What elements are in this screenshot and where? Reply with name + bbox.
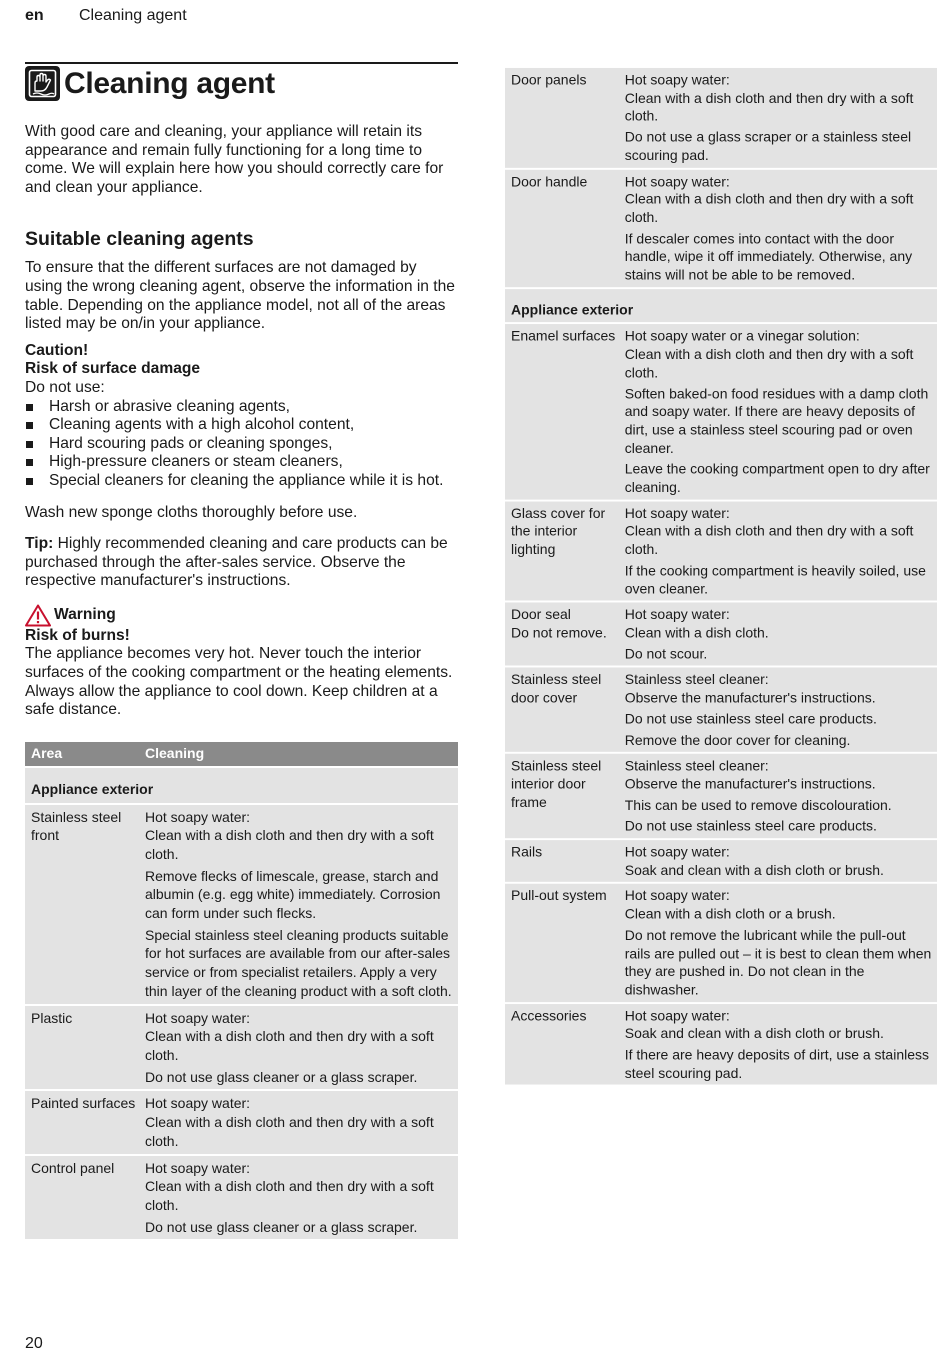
running-header bbox=[25, 7, 187, 25]
area-cell: Rails bbox=[511, 844, 543, 860]
table-body bbox=[25, 803, 458, 1240]
area-cell: Stainless steel front bbox=[31, 808, 122, 844]
cleaning-cell bbox=[625, 172, 937, 284]
area-cell: Glass cover for the interior lighting bbox=[511, 505, 606, 558]
left-column bbox=[25, 62, 458, 1239]
table-row bbox=[25, 803, 458, 1004]
cleaning-instruction: Hot soapy water: Clean with a dish cloth and then dry with a soft cloth. bbox=[145, 808, 434, 862]
tip-label: Tip: bbox=[25, 535, 54, 553]
cleaning-cell bbox=[145, 1094, 458, 1150]
col-header-cleaning: Cleaning bbox=[145, 745, 205, 762]
right-column bbox=[505, 66, 937, 1116]
col-header-area: Area bbox=[31, 745, 63, 762]
table-row bbox=[505, 1002, 937, 1085]
area-cell: Control panel bbox=[31, 1159, 115, 1176]
caution-list bbox=[25, 398, 458, 491]
cleaning-instruction: If descaler comes into contact with the door handle, wipe it off immediately. Otherwise, any stains will not be able to be removed. bbox=[624, 230, 913, 283]
list-item: Harsh or abrasive cleaning agents, bbox=[25, 398, 458, 417]
suitable-paragraph: To ensure that the different surfaces are not damaged by using the wrong cleaning agent, observe the information in the table. Depending on the appliance model, not all of the areas listed may be on/in your appliance. bbox=[25, 259, 455, 333]
cleaning-instruction: Hot soapy water: Clean with a dish cloth or a brush. bbox=[624, 888, 836, 922]
cleaning-cell bbox=[625, 1007, 937, 1082]
area-cell: Door handle bbox=[511, 173, 588, 189]
area-cell: Pull-out system bbox=[511, 888, 607, 904]
caution-title: Caution! bbox=[25, 341, 89, 359]
cleaning-cell bbox=[625, 757, 937, 835]
table-row bbox=[505, 666, 937, 752]
cleaning-cell bbox=[625, 887, 937, 999]
cleaning-instruction: Special stainless steel cleaning products suitable for hot surfaces are available from our after-sales service or from specialist retailers. Apply a very thin layer of the cleaning product with a soft cloth. bbox=[145, 926, 452, 999]
cleaning-instruction: Do not remove the lubricant while the pull-out rails are pulled out – it is best to clean them when they are pushed in. Do not clean in the dishwasher. bbox=[624, 927, 932, 998]
cleaning-instruction: Hot soapy water: Clean with a dish cloth and then dry with a soft cloth. bbox=[624, 173, 914, 226]
wash-note: Wash new sponge cloths thoroughly before use. bbox=[25, 503, 358, 521]
cleaning-instruction: Do not use stainless steel care products. bbox=[624, 710, 877, 727]
table-row bbox=[25, 1089, 458, 1153]
cleaning-instruction: Remove flecks of limescale, grease, starch and albumin (e.g. egg white) immediately. Corrosion can form under such flecks. bbox=[145, 867, 441, 922]
table-row bbox=[25, 1154, 458, 1240]
table-row bbox=[505, 838, 937, 882]
cleaning-cell bbox=[145, 1159, 458, 1237]
cleaning-instruction: Do not use glass cleaner or a glass scraper. bbox=[145, 1218, 418, 1235]
warning-subtitle: Risk of burns! bbox=[25, 626, 130, 644]
table-row bbox=[505, 499, 937, 600]
cleaning-table-left bbox=[25, 742, 458, 1239]
warning-label: Warning bbox=[54, 606, 116, 624]
warning-text: The appliance becomes very hot. Never touch the interior surfaces of the cooking compartment or the heating elements. Always allow the appliance to cool down. Keep children at a safe distance. bbox=[25, 645, 453, 719]
table-body bbox=[505, 66, 937, 287]
cleaning-cell bbox=[625, 327, 937, 496]
list-item: High-pressure cleaners or steam cleaners, bbox=[25, 453, 458, 472]
list-item: Hard scouring pads or cleaning sponges, bbox=[25, 435, 458, 454]
caution-block bbox=[25, 342, 458, 491]
area-cell: Painted surfaces bbox=[31, 1095, 136, 1112]
cleaning-cell bbox=[625, 671, 937, 749]
cleaning-instruction: Hot soapy water or a vinegar solution: Clean with a dish cloth and then dry with a soft cloth. bbox=[624, 328, 914, 381]
cleaning-table-right bbox=[505, 66, 937, 1085]
cleaning-cell bbox=[625, 606, 937, 663]
language-code: en bbox=[25, 7, 44, 24]
table-row bbox=[505, 882, 937, 1002]
cleaning-instruction: Stainless steel cleaner: Observe the manufacturer's instructions. bbox=[624, 671, 876, 706]
caution-lead: Do not use: bbox=[25, 378, 105, 396]
cleaning-instruction: Do not use glass cleaner or a glass scraper. bbox=[145, 1068, 418, 1085]
cleaning-instruction: Do not scour. bbox=[624, 645, 708, 662]
page-number: 20 bbox=[25, 1335, 43, 1352]
table-row bbox=[505, 752, 937, 838]
intro-paragraph: With good care and cleaning, your appliance will retain its appearance and remain fully functioning for a long time to come. We will explain here how you should correctly care for and clean your appliance. bbox=[25, 123, 444, 196]
cleaning-instruction: Hot soapy water: Clean with a dish cloth and then dry with a soft cloth. bbox=[145, 1159, 434, 1213]
cleaning-instruction: Leave the cooking compartment open to dry after cleaning. bbox=[624, 461, 930, 495]
list-item: Special cleaners for cleaning the appliance while it is hot. bbox=[25, 472, 458, 491]
cleaning-instruction: Hot soapy water: Clean with a dish cloth and then dry with a soft cloth. bbox=[145, 1095, 434, 1149]
table-body bbox=[505, 323, 937, 1085]
caution-subtitle: Risk of surface damage bbox=[25, 360, 201, 378]
table-section-heading: Appliance exterior bbox=[25, 766, 458, 803]
area-cell: Stainless steel interior door frame bbox=[511, 757, 602, 810]
table-header bbox=[25, 742, 458, 766]
area-cell: Stainless steel door cover bbox=[511, 671, 602, 706]
cleaning-instruction: Hot soapy water: Clean with a dish cloth and then dry with a soft cloth. bbox=[624, 505, 914, 558]
cleaning-instruction: Hot soapy water: Clean with a dish cloth and then dry with a soft cloth. bbox=[624, 71, 914, 124]
cleaning-instruction: This can be used to remove discolouration. bbox=[624, 797, 892, 813]
list-item: Cleaning agents with a high alcohol content, bbox=[25, 416, 458, 435]
table-row bbox=[505, 66, 937, 167]
cleaning-instruction: Remove the door cover for cleaning. bbox=[624, 731, 851, 748]
cleaning-instruction: If there are heavy deposits of dirt, use a stainless steel scouring pad. bbox=[624, 1046, 930, 1081]
cleaning-instruction: Hot soapy water: Clean with a dish cloth. bbox=[624, 606, 769, 641]
cleaning-instruction: Hot soapy water: Clean with a dish cloth and then dry with a soft cloth. bbox=[145, 1009, 434, 1063]
cleaning-instruction: Do not use stainless steel care products. bbox=[624, 818, 877, 834]
warning-triangle-icon bbox=[25, 604, 51, 627]
cleaning-cell bbox=[625, 504, 937, 598]
cleaning-cell bbox=[625, 71, 937, 165]
table-row bbox=[25, 1004, 458, 1090]
area-cell: Plastic bbox=[31, 1009, 73, 1026]
cleaning-instruction: Soften baked-on food residues with a damp cloth and soapy water. If there are heavy deposits of dirt, use a stainless steel scouring pad or oven cleaner. bbox=[624, 385, 929, 456]
cleaning-cell bbox=[145, 1009, 458, 1087]
cleaning-instruction: If the cooking compartment is heavily soiled, use oven cleaner. bbox=[624, 562, 926, 597]
area-cell: Door panels bbox=[511, 71, 587, 88]
cleaning-cell bbox=[625, 843, 937, 879]
table-row bbox=[505, 323, 937, 500]
page-title: Cleaning agent bbox=[64, 66, 275, 100]
title-bar bbox=[25, 62, 458, 101]
cleaning-instruction: Do not use a glass scraper or a stainless steel scouring pad. bbox=[624, 129, 912, 163]
table-section-heading: Appliance exterior bbox=[505, 287, 937, 323]
area-cell: Accessories bbox=[511, 1007, 587, 1024]
table-row bbox=[505, 601, 937, 666]
cleaning-instruction: Hot soapy water: Soak and clean with a dish cloth or brush. bbox=[624, 844, 884, 878]
tip-text: Highly recommended cleaning and care products can be purchased through the after-sales service. Observe the respective manufacturer's instructions. bbox=[25, 535, 448, 590]
warning-heading bbox=[25, 604, 458, 627]
cleaning-instruction: Hot soapy water: Soak and clean with a dish cloth or brush. bbox=[624, 1007, 884, 1042]
cleaning-instruction: Stainless steel cleaner: Observe the manufacturer's instructions. bbox=[624, 757, 876, 792]
running-header-title: Cleaning agent bbox=[79, 7, 187, 24]
tip-paragraph bbox=[25, 535, 458, 591]
cleaning-cell bbox=[145, 808, 458, 1001]
cleaning-hand-icon bbox=[25, 66, 60, 101]
area-cell: Door seal Do not remove. bbox=[511, 606, 607, 641]
section-heading: Suitable cleaning agents bbox=[25, 228, 254, 251]
area-cell: Enamel surfaces bbox=[511, 328, 616, 344]
table-row bbox=[505, 167, 937, 287]
